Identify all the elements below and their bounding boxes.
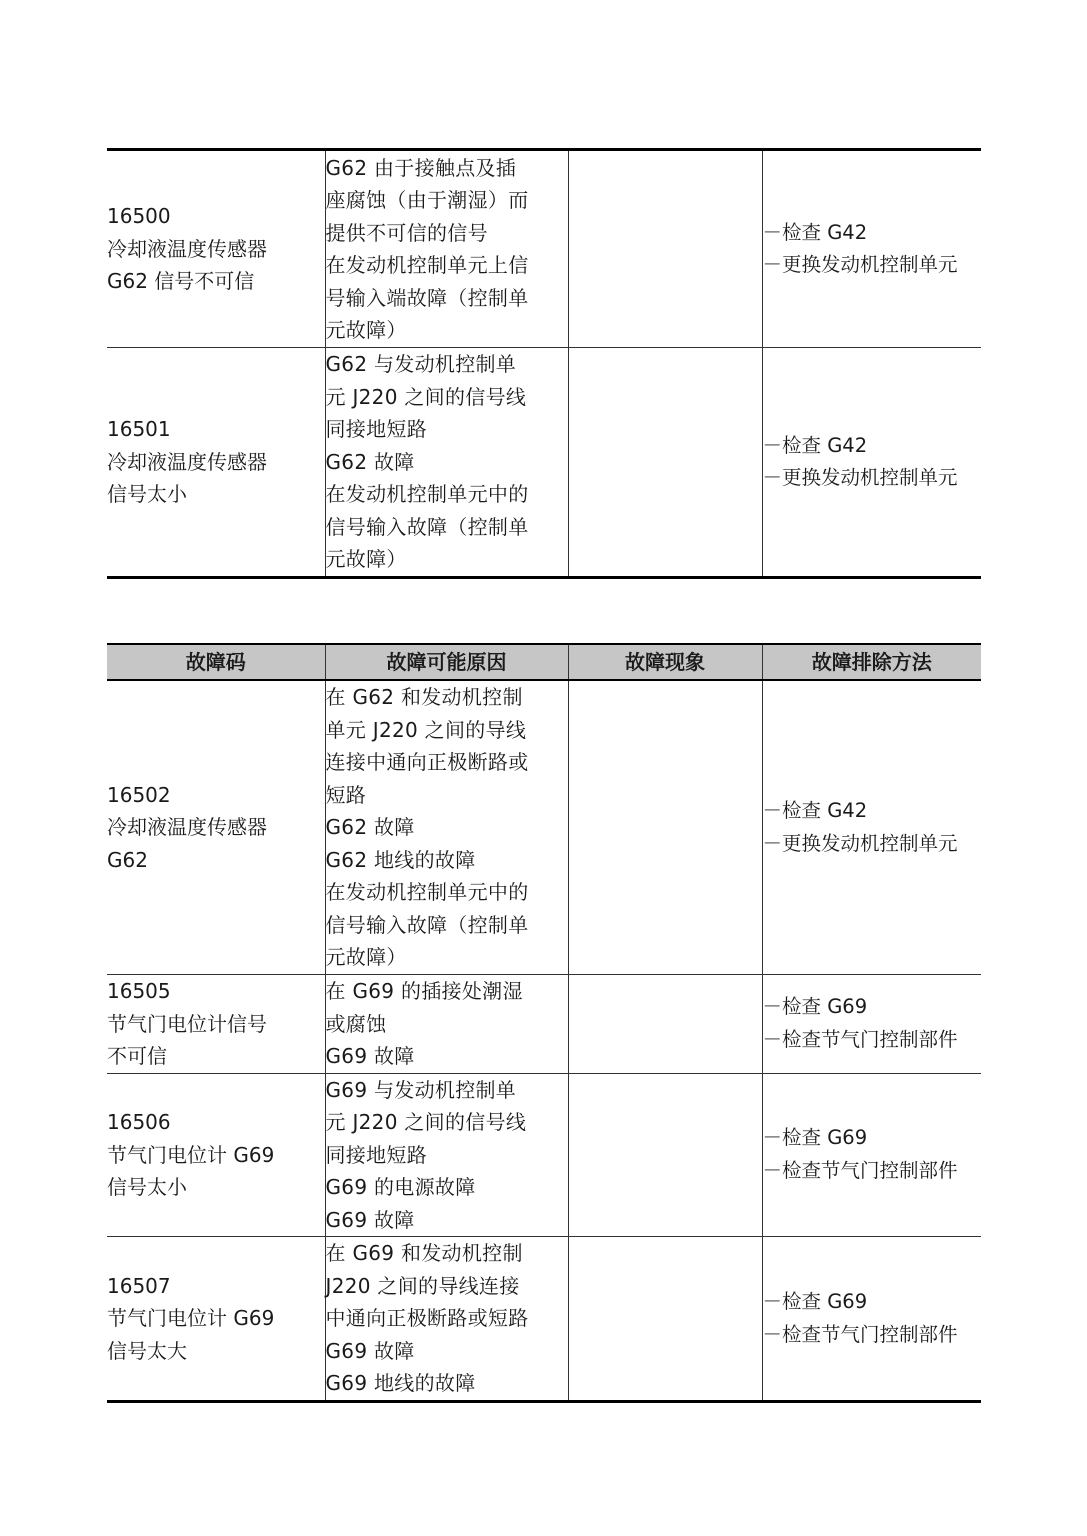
fault-code-table: [107, 643, 981, 1403]
cell-text-line: 16507: [107, 1273, 171, 1298]
cell-text-line: －检查节气门控制部件: [762, 1322, 958, 1346]
cell-text-line: 号输入端故障（控制单: [325, 285, 529, 310]
fault-code-cell: [107, 680, 325, 975]
cell-text-line: 座腐蚀（由于潮湿）而: [325, 188, 529, 212]
cell-text-line: 同接地短路: [325, 417, 427, 442]
cell-text-line: 节气门电位计 G69: [107, 1142, 275, 1167]
cell-text-line: G69 与发动机控制单: [325, 1077, 517, 1102]
possible-cause-cell: [325, 150, 568, 348]
cell-text-line: －检查 G42: [762, 799, 868, 822]
cell-text-line: 连接中通向正极断路或: [325, 750, 529, 775]
symptom-cell: [568, 1073, 762, 1237]
cell-text-line: G62 信号不可信: [107, 269, 255, 294]
table-row: [107, 1073, 981, 1237]
cell-text-line: G62: [107, 847, 148, 872]
possible-cause-cell: [325, 680, 568, 975]
header-fault-code: 故障码: [107, 644, 325, 680]
header-row: [107, 644, 981, 680]
fault-code-table-continued: [107, 148, 981, 579]
cell-text-line: －检查 G69: [762, 995, 868, 1019]
cell-text-line: 元 J220 之间的信号线: [325, 1110, 527, 1134]
fault-code-cell: [107, 1073, 325, 1237]
table-row: [107, 680, 981, 975]
fault-code-cell: [107, 975, 325, 1074]
table-body: [107, 150, 981, 578]
cell-text-line: G69 的电源故障: [325, 1175, 476, 1199]
possible-cause-cell: [325, 975, 568, 1074]
table-row: [107, 1237, 981, 1402]
cell-text-line: －检查 G42: [762, 220, 868, 244]
cell-text-line: 不可信: [107, 1044, 167, 1068]
fix-method-cell: [762, 150, 981, 348]
cell-text-line: 信号输入故障（控制单: [325, 912, 529, 937]
symptom-cell: [568, 975, 762, 1074]
cell-text-line: 在 G69 的插接处潮湿: [325, 979, 523, 1003]
cell-text-line: 或腐蚀: [325, 1011, 387, 1036]
cell-text-line: 节气门电位计 G69: [107, 1306, 275, 1331]
cell-text-line: 节气门电位计信号: [107, 1011, 267, 1036]
fix-method-cell: [762, 1237, 981, 1402]
table-row: [107, 975, 981, 1074]
cell-text-line: 单元 J220 之间的导线: [325, 717, 527, 742]
cell-text-line: 在发动机控制单元上信: [325, 253, 529, 277]
cell-text-line: 16502: [107, 782, 171, 807]
fault-code-cell: [107, 1237, 325, 1402]
cell-text-line: G62 地线的故障: [325, 847, 476, 872]
possible-cause-cell: [325, 1073, 568, 1237]
cell-text-line: G62 故障: [325, 815, 415, 840]
cell-text-line: 冷却液温度传感器: [107, 449, 267, 474]
cell-text-line: 16506: [107, 1110, 171, 1134]
cell-text-line: －更换发动机控制单元: [762, 831, 958, 855]
fault-code-cell: [107, 150, 325, 348]
cell-text-line: 16501: [107, 417, 171, 442]
cell-text-line: 信号太小: [107, 1175, 187, 1199]
cell-text-line: 在 G62 和发动机控制: [325, 685, 523, 710]
cell-text-line: 16505: [107, 979, 171, 1003]
cell-text-line: －检查 G69: [762, 1290, 868, 1313]
cell-text-line: 信号输入故障（控制单: [325, 514, 529, 539]
header-fix-method: 故障排除方法: [762, 644, 981, 680]
cell-text-line: G69 故障: [325, 1338, 415, 1363]
cell-text-line: －检查节气门控制部件: [762, 1158, 958, 1182]
cell-text-line: 短路: [325, 782, 367, 807]
cell-text-line: G62 故障: [325, 449, 415, 474]
cell-text-line: 在 G69 和发动机控制: [325, 1241, 523, 1266]
possible-cause-cell: [325, 348, 568, 578]
cell-text-line: －更换发动机控制单元: [762, 466, 958, 489]
cell-text-line: 信号太大: [107, 1338, 187, 1363]
symptom-cell: [568, 680, 762, 975]
cell-text-line: 元故障）: [325, 945, 407, 970]
cell-text-line: G69 故障: [325, 1207, 415, 1232]
cell-text-line: －检查节气门控制部件: [762, 1027, 958, 1051]
symptom-cell: [568, 348, 762, 578]
table-body: [107, 680, 981, 1402]
cell-text-line: G62 与发动机控制单: [325, 352, 517, 377]
cell-text-line: －检查 G42: [762, 433, 868, 457]
cell-text-line: G69 故障: [325, 1044, 415, 1068]
cell-text-line: 冷却液温度传感器: [107, 236, 267, 261]
table-row: [107, 348, 981, 578]
cell-text-line: 元故障）: [325, 547, 407, 572]
cell-text-line: 在发动机控制单元中的: [325, 880, 529, 905]
cell-text-line: 信号太小: [107, 482, 187, 507]
cell-text-line: G69 地线的故障: [325, 1371, 476, 1396]
table-header: [107, 644, 981, 680]
symptom-cell: [568, 1237, 762, 1402]
cell-text-line: 元故障）: [325, 318, 407, 342]
cell-text-line: G62 由于接触点及插: [325, 155, 517, 180]
cell-text-line: 16500: [107, 204, 171, 229]
fix-method-cell: [762, 1073, 981, 1237]
table-row: [107, 150, 981, 348]
cell-text-line: 冷却液温度传感器: [107, 815, 267, 840]
cell-text-line: －检查 G69: [762, 1126, 868, 1150]
cell-text-line: 元 J220 之间的信号线: [325, 384, 527, 409]
possible-cause-cell: [325, 1237, 568, 1402]
fix-method-cell: [762, 975, 981, 1074]
cell-text-line: 在发动机控制单元中的: [325, 482, 529, 507]
header-possible-cause: 故障可能原因: [325, 644, 568, 680]
fault-code-cell: [107, 348, 325, 578]
fix-method-cell: [762, 680, 981, 975]
cell-text-line: 中通向正极断路或短路: [325, 1306, 529, 1331]
header-symptom: 故障现象: [568, 644, 762, 680]
symptom-cell: [568, 150, 762, 348]
cell-text-line: 同接地短路: [325, 1142, 427, 1167]
cell-text-line: 提供不可信的信号: [325, 220, 488, 245]
cell-text-line: －更换发动机控制单元: [762, 253, 958, 276]
cell-text-line: J220 之间的导线连接: [325, 1273, 520, 1298]
fix-method-cell: [762, 348, 981, 578]
